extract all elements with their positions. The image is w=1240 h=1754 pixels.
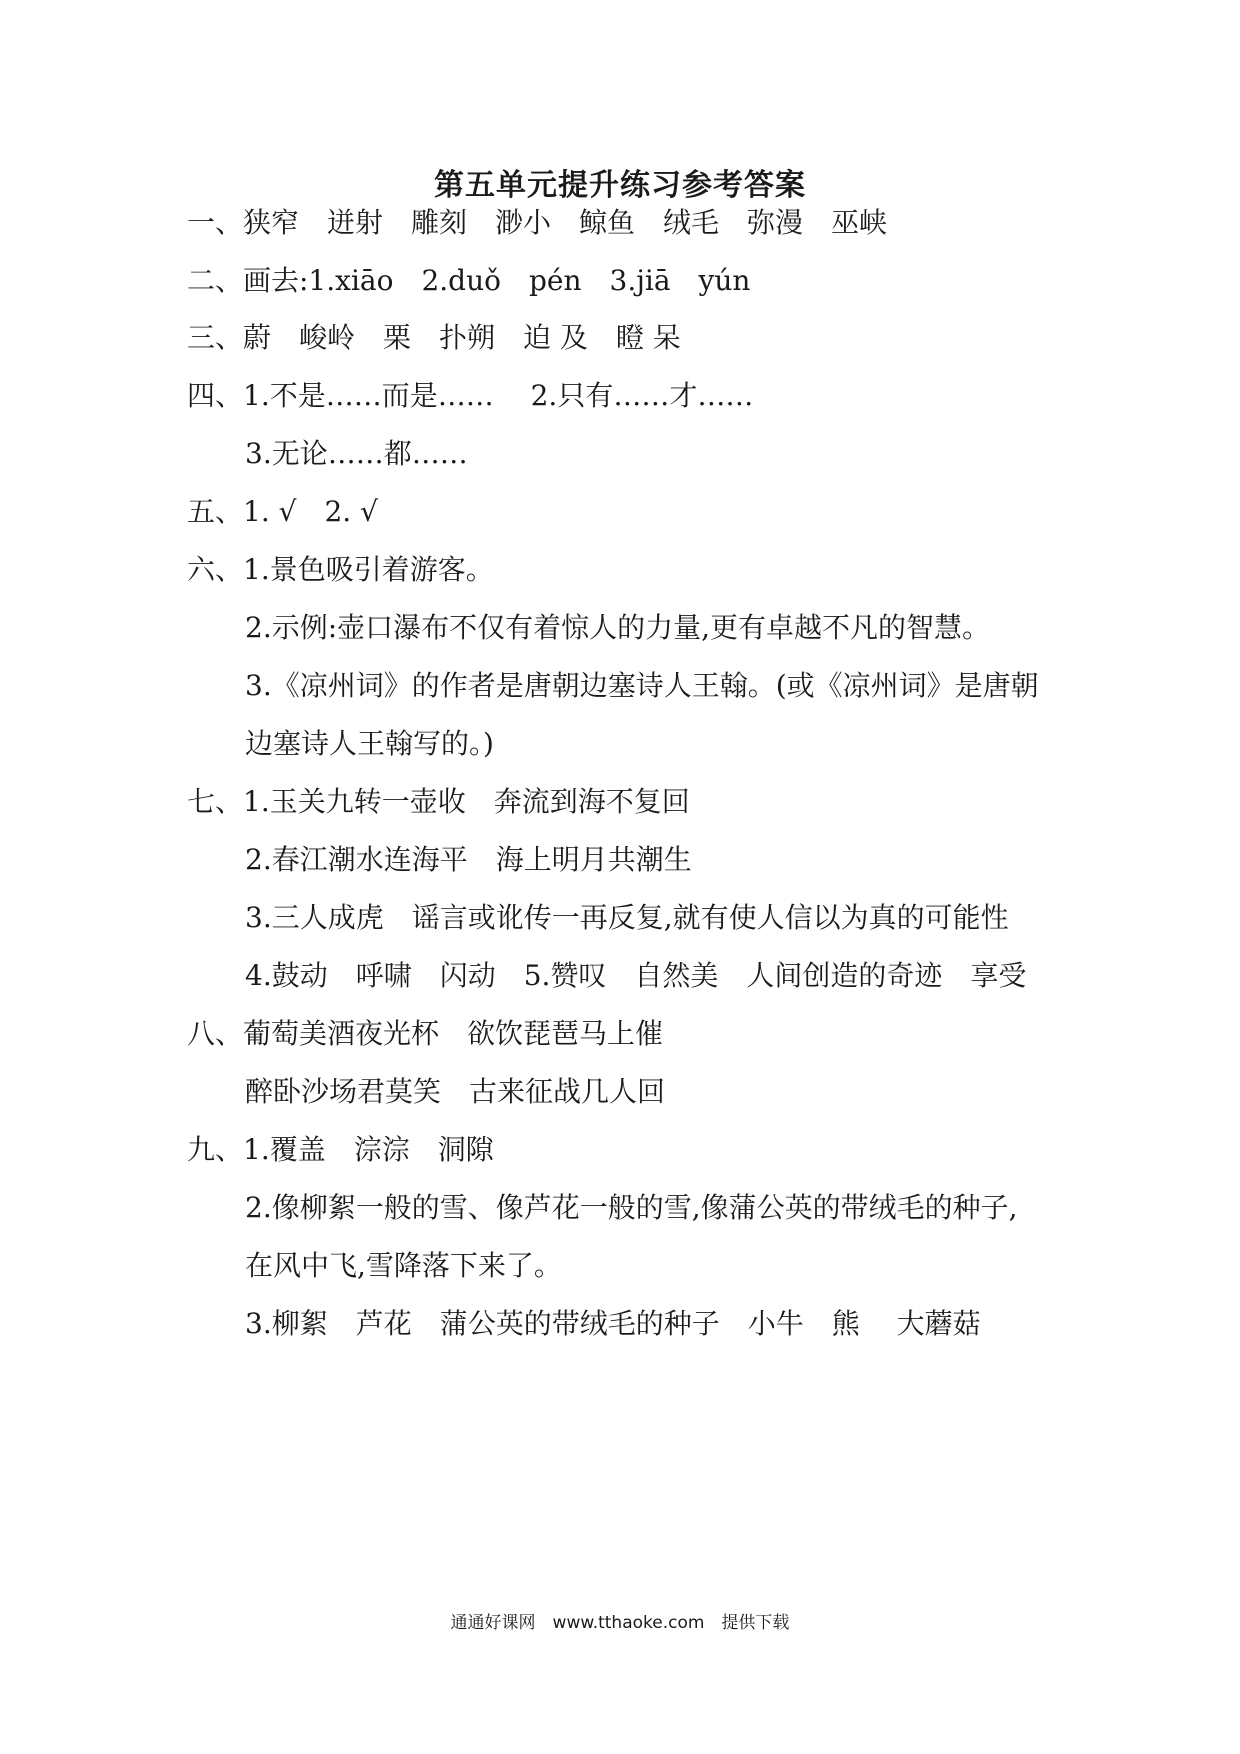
- answer-line-4-cont: 3.无论……都……: [245, 437, 468, 470]
- answer-line-4: 四、1.不是……而是…… 2.只有……才……: [187, 379, 754, 412]
- answer-line-6-3-cont: 边塞诗人王翰写的。): [245, 727, 494, 760]
- answer-line-7: 七、1.玉关九转一壶收 奔流到海不复回: [187, 785, 690, 818]
- answer-line-8: 八、葡萄美酒夜光杯 欲饮琵琶马上催: [187, 1017, 664, 1050]
- answer-line-6: 六、1.景色吸引着游客。: [187, 553, 494, 586]
- answer-line-9-2: 2.像柳絮一般的雪、像芦花一般的雪,像蒲公英的带绒毛的种子,: [245, 1191, 1018, 1224]
- answer-line-9: 九、1.覆盖 淙淙 洞隙: [187, 1133, 494, 1166]
- answer-line-8-cont: 醉卧沙场君莫笑 古来征战几人回: [245, 1075, 666, 1108]
- footer-credit: 通通好课网 www.tthaoke.com 提供下载: [450, 1613, 790, 1633]
- answer-line-5: 五、1. √ 2. √: [187, 495, 378, 528]
- answer-line-7-2: 2.春江潮水连海平 海上明月共潮生: [245, 843, 692, 876]
- answer-line-9-3: 3.柳絮 芦花 蒲公英的带绒毛的种子 小牛 熊 大蘑菇: [245, 1307, 981, 1340]
- answer-line-1: 一、狭窄 迸射 雕刻 渺小 鲸鱼 绒毛 弥漫 巫峡: [187, 206, 888, 239]
- answer-line-7-3: 3.三人成虎 谣言或讹传一再反复,就有使人信以为真的可能性: [245, 901, 1009, 934]
- answer-line-7-4: 4.鼓动 呼啸 闪动 5.赞叹 自然美 人间创造的奇迹 享受: [245, 959, 1027, 992]
- answer-line-2: 二、画去:1.xiāo 2.duǒ pén 3.jiā yún: [187, 264, 751, 297]
- answer-line-6-3: 3.《凉州词》的作者是唐朝边塞诗人王翰。(或《凉州词》是唐朝: [245, 669, 1039, 702]
- page-title: 第五单元提升练习参考答案: [434, 168, 806, 203]
- answer-line-6-2: 2.示例:壶口瀑布不仅有着惊人的力量,更有卓越不凡的智慧。: [245, 611, 991, 644]
- answer-line-9-2-cont: 在风中飞,雪降落下来了。: [245, 1249, 562, 1282]
- answer-line-3: 三、蔚 峻岭 栗 扑朔 迫 及 瞪 呆: [187, 321, 681, 354]
